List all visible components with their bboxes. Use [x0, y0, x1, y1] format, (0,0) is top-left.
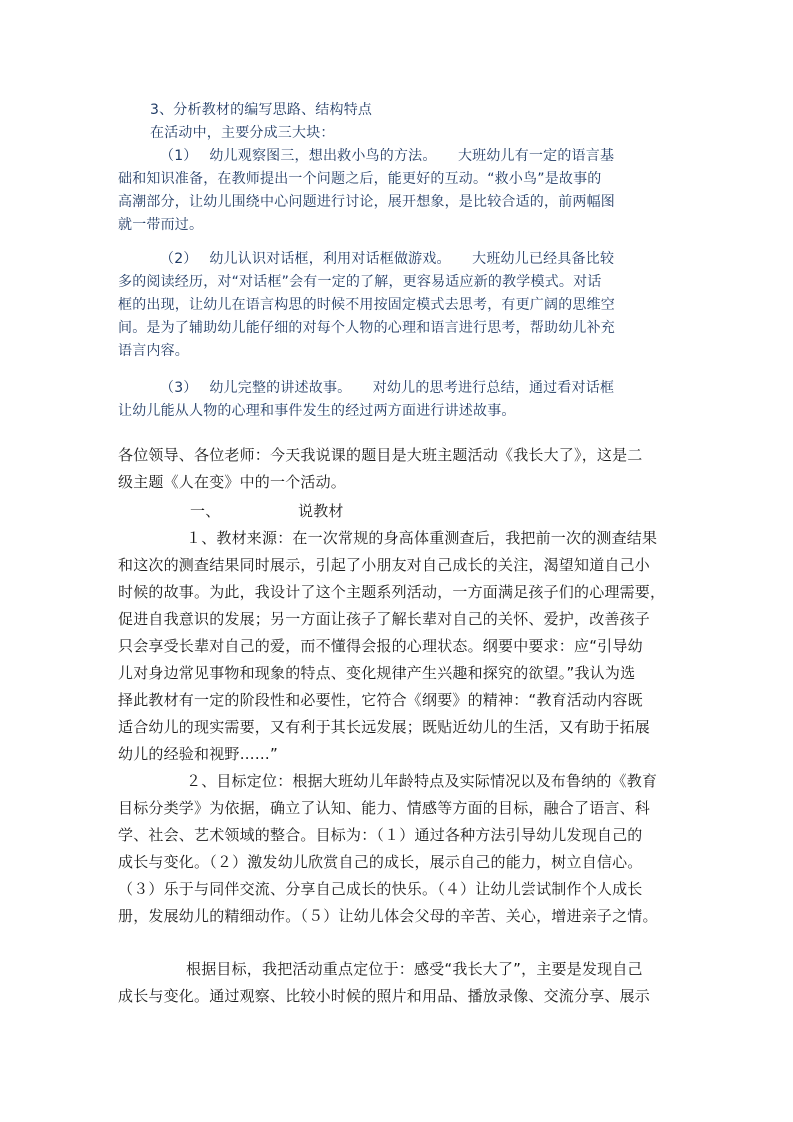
item1-line: 促进自我意识的发展；另一方面让孩子了解长辈对自己的关怀、爱护，改善孩子 [118, 610, 651, 628]
part2-line: 框的出现，让幼儿在语言构思的时候不用按固定模式去思考，有更广阔的思维空 [118, 297, 615, 313]
item2-line: 册，发展幼儿的精细动作。（５）让幼儿体会父母的辛苦、关心，增进亲子之情。 [118, 907, 658, 925]
item2-line: 学、社会、艺术领域的整合。目标为：（１）通过各种方法引导幼儿发现自己的 [118, 826, 643, 844]
item1-line: 和这次的测查结果同时展示，引起了小朋友对自己成长的关注，渴望知道自己小 [118, 556, 651, 574]
item1-line: 幼儿的经验和视野……” [118, 745, 278, 763]
item1-line: 儿对身边常见事物和现象的特点、变化规律产生兴趣和探究的欲望。”我认为选 [118, 664, 636, 682]
part1-line: 础和知识准备，在教师提出一个问题之后，能更好的互动。“救小鸟”是故事的 [118, 171, 602, 187]
item1-line: 只会享受长辈对自己的爱，而不懂得会报的心理状态。纲要中要求：应“引导幼 [118, 637, 643, 655]
item1-line: 时候的故事。为此，我设计了这个主题系列活动，一方面满足孩子们的心理需要， [118, 583, 666, 601]
part1-line: 就一带而过。 [118, 217, 204, 233]
chapter-title: 说教材 [298, 502, 344, 520]
part2-line: （2） 幼儿认识对话框，利用对话框做游戏。 大班幼儿已经具备比较 [160, 251, 615, 267]
item2-line: 成长与变化。（２）激发幼儿欣赏自己的成长，展示自己的能力，树立自信心。 [118, 853, 643, 871]
part3-line: 让幼儿能从人物的心理和事件发生的经过两方面进行讲述故事。 [118, 403, 516, 419]
section-intro: 在活动中，主要分成三大块： [150, 125, 335, 141]
item2-line: 目标分类学》为依据，确立了认知、能力、情感等方面的目标，融合了语言、科 [118, 799, 651, 817]
part2-line: 多的阅读经历，对“对话框”会有一定的了解，更容易适应新的教学模式。对话 [118, 274, 602, 290]
opening-line: 各位领导、各位老师：今天我说课的题目是大班主题活动《我长大了》，这是二 [118, 446, 643, 464]
item1-line: １、教材来源：在一次常规的身高体重测查后，我把前一次的测查结果 [186, 529, 658, 547]
part3-line: （3） 幼儿完整的讲述故事。 对幼儿的思考进行总结，通过看对话框 [160, 380, 615, 396]
item1-line: 择此教材有一定的阶段性和必要性，它符合《纲要》的精神：“教育活动内容既 [118, 691, 643, 709]
part1-line: 高潮部分，让幼儿围绕中心问题进行讨论，展开想象，是比较合适的，前两幅图 [118, 194, 615, 210]
part2-line: 语言内容。 [118, 343, 189, 359]
part2-line: 间。是为了辅助幼儿能仔细的对每个人物的心理和语言进行思考，帮助幼儿补充 [118, 320, 615, 336]
section-heading: 3、分析教材的编写思路、结构特点 [150, 102, 373, 118]
item2-line: ２、目标定位：根据大班幼儿年龄特点及实际情况以及布鲁纳的《教育 [186, 772, 658, 790]
chapter-number: 一、 [190, 502, 221, 520]
closing-line: 根据目标，我把活动重点定位于：感受“我长大了”，主要是发现自己 [186, 960, 643, 978]
opening-line: 级主题《人在变》中的一个活动。 [118, 473, 347, 491]
item2-line: （３）乐于与同伴交流、分享自己成长的快乐。（４）让幼儿尝试制作个人成长 [118, 880, 643, 898]
part1-line: （1） 幼儿观察图三，想出救小鸟的方法。 大班幼儿有一定的语言基 [160, 148, 615, 164]
closing-line: 成长与变化。通过观察、比较小时候的照片和用品、播放录像、交流分享、展示 [118, 987, 651, 1005]
item1-line: 适合幼儿的现实需要，又有利于其长远发展；既贴近幼儿的生活，又有助于拓展 [118, 718, 651, 736]
